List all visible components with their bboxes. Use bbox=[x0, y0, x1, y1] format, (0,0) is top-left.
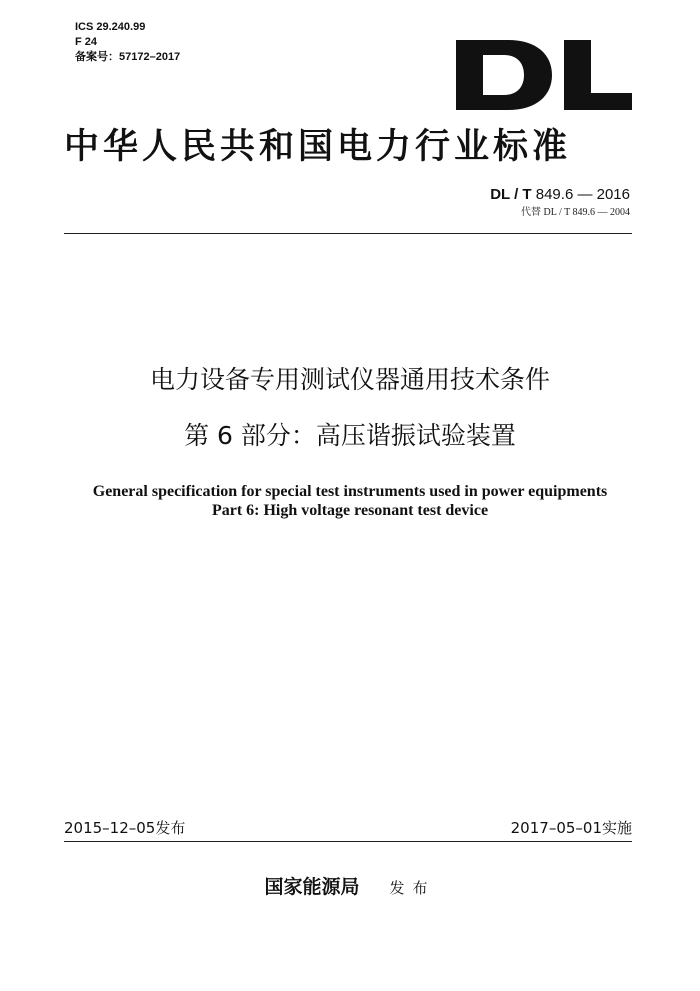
chinese-title-line-2: 第 6 部分：高压谐振试验装置 bbox=[184, 421, 516, 450]
implementation-date: 2017–05–01实施 bbox=[510, 819, 632, 837]
logo-letter-d bbox=[456, 40, 552, 110]
english-title-line-2: Part 6: High voltage resonant test device bbox=[211, 502, 489, 519]
chinese-title-line-1: 电力设备专用测试仪器通用技术条件 bbox=[149, 365, 550, 394]
logo-letter-l bbox=[564, 40, 632, 110]
bottom-divider bbox=[64, 841, 632, 842]
category-code: F 24 bbox=[75, 36, 98, 48]
replaces-standard: 代替 DL / T 849.6 — 2004 bbox=[521, 207, 630, 218]
filing-number: 备案号：57172–2017 bbox=[75, 51, 181, 63]
issuing-organization: 国家能源局 bbox=[264, 876, 360, 898]
top-divider bbox=[64, 233, 632, 234]
standard-number-code: DL / T bbox=[490, 186, 532, 203]
standard-category-title: 中华人民共和国电力行业标准 bbox=[64, 126, 572, 167]
standard-number-value: 849.6 — 2016 bbox=[535, 186, 630, 203]
ics-code: ICS 29.240.99 bbox=[75, 21, 146, 33]
dl-logo bbox=[456, 40, 632, 110]
english-title-line-1: General specification for special test instruments used in power equipments bbox=[92, 483, 608, 500]
standard-number bbox=[490, 186, 630, 204]
issue-date: 2015–12–05发布 bbox=[64, 819, 186, 837]
publish-label: 发布 bbox=[389, 879, 436, 897]
issuer-line bbox=[0, 874, 700, 901]
standard-metadata bbox=[75, 20, 180, 65]
